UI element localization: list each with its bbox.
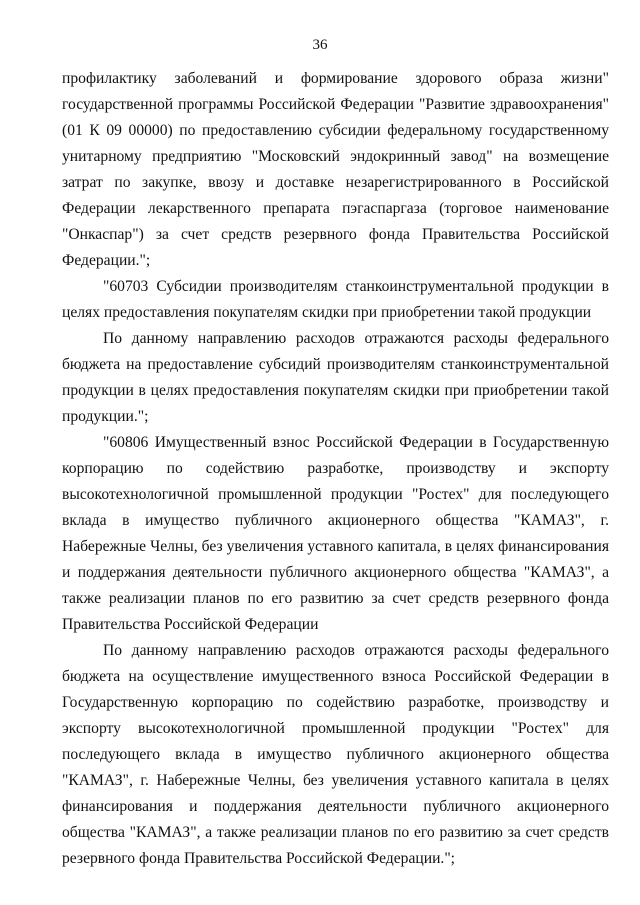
paragraph-description-60703: По данному направлению расходов отражаются расходы федерального бюджета на предоставление субсидий производителям станкоинструментальной продукции в целях предоставления покупателям скидки при приобретении такой продукции."; [62,330,609,425]
paragraph-continued-text: профилактику заболеваний и формирование здорового образа жизни" государственной программы Российской Федерации "Развитие здравоохранения" (01 К 09 00000) по предоставлению субсидии федеральному государственному унитарному предприятию "Московский эндокринный завод" на возмещение затрат по закупке, ввозу и доставке незарегистрированного в Российской Федерации лекарственного препарата пэгаспаргаза (торговое наименование "Онкаспар") за счет средств резервного фонда Правительства Российской Федерации."; [62,70,609,269]
paragraph-heading-60806: "60806 Имущественный взнос Российской Федерации в Государственную корпорацию по содействию разработке, производству и экспорту высокотехнологичной промышленной продукции "Ростех" для последующего вклада в имущество публичного акционерного общества "КАМАЗ", г. Набережные Челны, без увеличения уставного капитала, в целях финансирования и поддержания деятельности публичного акционерного общества "КАМАЗ", а также реализации планов по его развитию за счет средств резервного фонда Правительства Российской Федерации [62,434,609,633]
page-number: 36 [312,37,328,53]
paragraph-heading-60703: "60703 Субсидии производителям станкоинструментальной продукции в целях предоставления покупателям скидки при приобретении такой продукции [62,278,609,321]
document-body [62,66,609,872]
paragraph-description-60806: По данному направлению расходов отражаются расходы федерального бюджета на осуществление имущественного взноса Российской Федерации в Государственную корпорацию по содействию разработке, производству и экспорту высокотехнологичной промышленной продукции "Ростех" для последующего вклада в имущество публичного акционерного общества "КАМАЗ", г. Набережные Челны, без увеличения уставного капитала в целях финансирования и поддержания деятельности публичного акционерного общества "КАМАЗ", а также реализации планов по его развитию за счет средств резервного фонда Правительства Российской Федерации."; [62,642,609,867]
